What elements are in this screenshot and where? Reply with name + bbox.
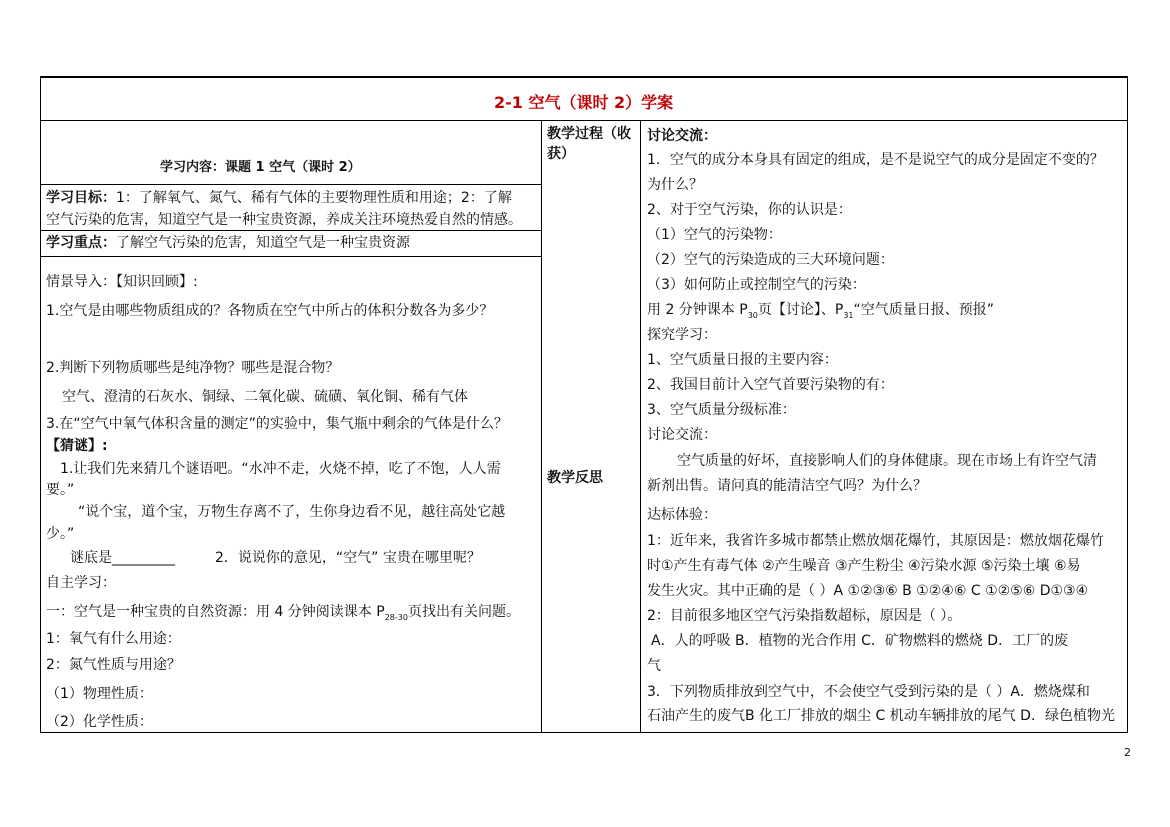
right-line: 新剂出售。请问真的能清洁空气吗？为什么？ <box>647 478 927 494</box>
right-line: 气 <box>647 658 661 674</box>
left-line: 3.在“空气中氧气体积含量的测定”的实验中，集气瓶中剩余的气体是什么？ <box>46 416 508 432</box>
right-line <box>647 302 994 324</box>
table-right-border <box>1127 76 1128 733</box>
right-line: 石油产生的废气B 化工厂排放的烟尘 C 机动车辆排放的尾气 D．绿色植物光 <box>647 708 1115 724</box>
left-line: “说个宝，道个宝，万物生存离不了，生你身边看不见，越往高处它越 <box>78 504 506 520</box>
right-line: 讨论交流： <box>647 128 717 144</box>
column-divider-2 <box>640 120 641 733</box>
textbook-ref-text: 用 2 分钟课本 P <box>647 302 748 318</box>
right-line: 1．空气的成分本身具有固定的组成，是不是说空气的成分是固定不变的？ <box>647 152 1104 168</box>
left-line: 【猜谜】: <box>46 438 108 454</box>
left-row-divider-2 <box>40 230 541 231</box>
left-line: 少。” <box>46 526 75 542</box>
learning-focus <box>46 235 410 251</box>
document-title: 2-1 空气（课时 2）学案 <box>494 93 674 112</box>
right-line: 3、空气质量分级标准： <box>647 402 796 418</box>
left-line: 自主学习： <box>46 575 116 591</box>
right-line: 2、对于空气污染，你的认识是： <box>647 202 852 218</box>
left-line: 1.空气是由哪些物质组成的？各物质在空气中所占的体积分数各为多少？ <box>46 303 494 319</box>
table-left-border <box>40 76 41 733</box>
right-line: 空气质量的好坏，直接影响人们的身体健康。现在市场上有许空气清 <box>677 453 1097 469</box>
left-line: 2：氮气性质与用途？ <box>46 657 181 673</box>
table-top-border <box>40 76 1128 78</box>
right-line: 1：近年来，我省许多城市都禁止燃放烟花爆竹，其原因是：燃放烟花爆竹 <box>647 533 1104 549</box>
right-line: 3．下列物质排放到空气中，不会使空气受到污染的是（ ）A．燃烧煤和 <box>647 684 1090 700</box>
left-line: 2.判断下列物质哪些是纯净物？哪些是混合物？ <box>46 360 340 376</box>
learning-focus-text: 了解空气污染的危害，知道空气是一种宝贵资源 <box>116 235 410 251</box>
left-line: 1.让我们先来猜几个谜语吧。“水冲不走，火烧不掉，吃了不饱，人人需 <box>60 461 501 477</box>
page-31-subscript: 31 <box>843 310 854 320</box>
reading-task-text-end: 页找出有关问题。 <box>407 604 520 620</box>
right-line: 2：目前很多地区空气污染指数超标，原因是（ ）。 <box>647 608 962 624</box>
right-line: 达标体验： <box>647 507 717 523</box>
right-line: （1）空气的污染物： <box>647 227 782 243</box>
table-bottom-border <box>40 732 1128 733</box>
left-row-divider-3 <box>40 256 541 257</box>
left-line: 1：氧气有什么用途： <box>46 631 181 647</box>
right-line: 发生火灾。其中正确的是（ ）A ①②③⑥ B ①②④⑥ C ①②⑤⑥ D①③④ <box>647 583 1089 599</box>
page-number: 2 <box>1124 746 1131 759</box>
lesson-content-line: 学习内容：课题 1 空气（课时 2） <box>160 160 361 175</box>
right-line: 时①产生有毒气体 ②产生噪音 ③产生粉尘 ④污染水源 ⑤污染土壤 ⑥易 <box>647 558 1081 574</box>
right-line: 1、空气质量日报的主要内容： <box>647 352 838 368</box>
learning-goals-text-2: 空气污染的危害，知道空气是一种宝贵资源，养成关注环境热爱自然的情感。 <box>46 212 522 228</box>
teaching-process-label-2: 获） <box>547 146 575 162</box>
learning-goals-text-1: 1：了解氧气、氮气、稀有气体的主要物理性质和用途；2：了解 <box>116 190 512 206</box>
textbook-ref-text-2: 页【讨论】、P <box>757 302 844 318</box>
learning-goals-label: 学习目标： <box>46 190 116 206</box>
right-line: 为什么？ <box>647 177 703 193</box>
right-line: 2、我国目前计入空气首要污染物的有： <box>647 377 894 393</box>
teaching-process-label-1: 教学过程（收 <box>547 126 631 142</box>
riddle-answer-blank: 谜底是_________ <box>70 550 175 566</box>
column-divider-1 <box>541 120 542 733</box>
left-line: （2）化学性质： <box>46 714 153 730</box>
title-row-divider <box>40 120 1128 121</box>
textbook-ref-text-3: “空气质量日报、预报” <box>853 302 995 318</box>
right-line: A．人的呼吸 B．植物的光合作用 C．矿物燃料的燃烧 D．工厂的废 <box>651 633 1069 649</box>
left-line: 要。” <box>46 482 75 498</box>
left-line: 空气、澄清的石灰水、铜绿、二氧化碳、硫磺、氧化铜、稀有气体 <box>62 389 468 405</box>
left-row-divider-1 <box>40 184 541 185</box>
left-line <box>46 604 520 626</box>
learning-focus-label: 学习重点： <box>46 235 116 251</box>
page-range-subscript: 28-30 <box>384 612 408 622</box>
left-line: 情景导入：【知识回顾】: <box>46 274 198 290</box>
right-line: （3）如何防止或控制空气的污染： <box>647 277 866 293</box>
right-line: （2）空气的污染造成的三大环境问题： <box>647 252 894 268</box>
right-line: 讨论交流： <box>647 427 717 443</box>
page-30-subscript: 30 <box>747 310 758 320</box>
right-line: 探究学习： <box>647 327 717 343</box>
teaching-reflection-label: 教学反思 <box>547 470 603 486</box>
learning-goals <box>46 190 512 206</box>
reading-task-text: 一：空气是一种宝贵的自然资源：用 4 分钟阅读课本 P <box>46 604 385 620</box>
left-line: （1）物理性质： <box>46 686 153 702</box>
left-line: 2．说说你的意见，“空气” 宝贵在哪里呢？ <box>215 550 481 566</box>
